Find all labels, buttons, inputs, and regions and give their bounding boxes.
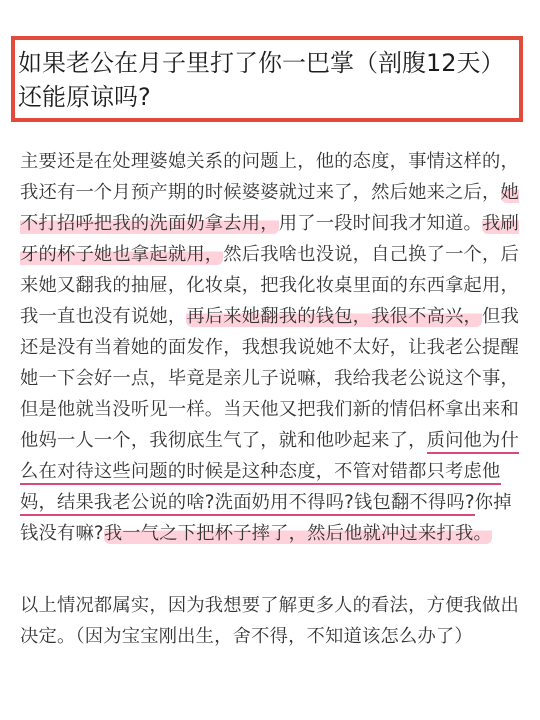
- body-text-segment: 然后我啥也没说，自己换了一个，后来她又翻我的抽屉，化妆桌，把我化妆桌里面的东西拿起用，我一直也没有说她，: [20, 244, 519, 327]
- post-title: 如果老公在月子里打了你一巴掌（剖腹12天）还能原谅吗?: [18, 49, 505, 111]
- highlighted-phrase: 我刷牙的杯子她也拿起就用，: [20, 213, 520, 265]
- underlined-phrase: 质问他为什么在对待这些问题的时候是这种态度，不管对错都只考虑他妈，结果我老公说的啥?洗面奶用不得吗?钱包翻不得吗?: [20, 430, 519, 516]
- body-text-segment: 用了一段时间我才知道。: [278, 213, 483, 234]
- post-body-paragraph: [20, 146, 530, 549]
- highlighted-phrase: 再后来她翻我的钱包，我很不高兴，: [186, 306, 483, 327]
- body-text-segment: 你掉钱没有嘛?: [20, 492, 512, 544]
- body-text-segment: 主要还是在处理婆媳关系的问题上，他的态度，事情这样的，我还有一个月预产期的时候婆婆就过来了，然后她来之后，: [20, 151, 519, 203]
- highlighted-phrase: 我一气之下把杯子摔了，然后他就冲过来打我。: [103, 523, 492, 544]
- post-note-paragraph: 以上情况都属实，因为我想要了解更多人的看法，方便我做出决定。（因为宝宝刚出生，舍不得，不知道该怎么办了）: [20, 595, 519, 647]
- highlighted-phrase: 她不打招呼把我的洗面奶拿去用，: [20, 182, 519, 234]
- body-text-segment: 但我还是没有当着她的面发作，我想我说她不太好，让我老公提醒她一下会好一点，毕竟是亲儿子说嘛，我给我老公说这个事，但是他就当没听见一样。当天他又把我们新的情侣杯拿出来和他妈一人一个，我彻底生气了，就和他吵起来了，: [20, 306, 520, 451]
